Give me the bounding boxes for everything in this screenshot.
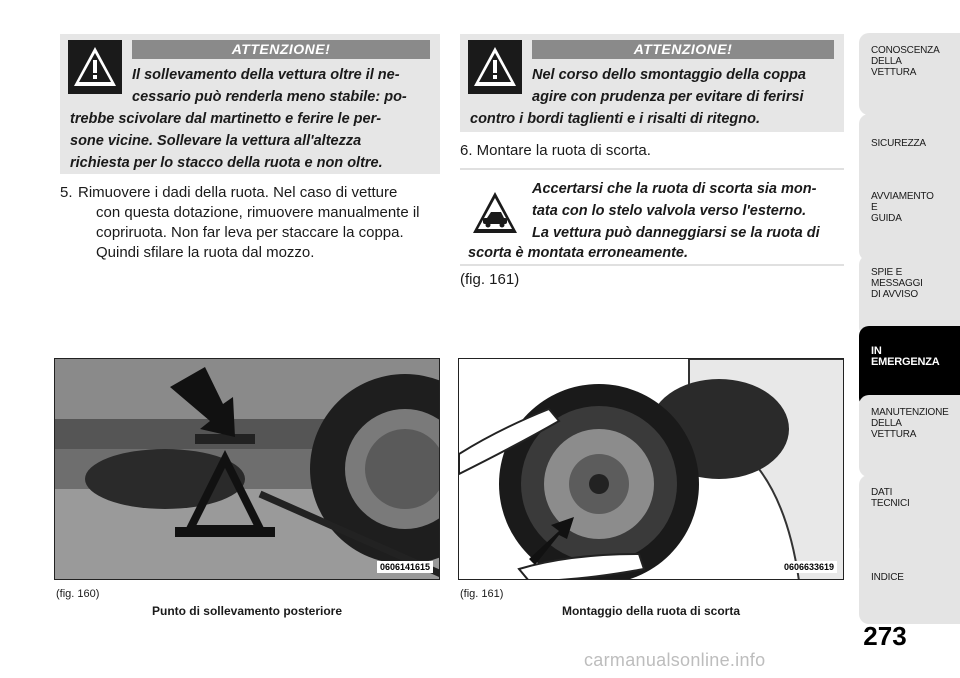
spare-wheel-mounting-illustration: [459, 359, 844, 580]
tab-label: INDICE: [871, 572, 904, 583]
warning-triangle-icon: [68, 40, 122, 94]
warning-text-full: contro i bordi taglienti e i risalti di ritegno.: [470, 111, 761, 127]
note-box-spare-wheel: [460, 168, 844, 266]
tab-label: SPIE E MESSAGGI DI AVVISO: [871, 267, 923, 300]
tab-label: IN EMERGENZA: [871, 345, 940, 368]
tab-label: DATI TECNICI: [871, 487, 910, 509]
figure-code: 0606633619: [781, 561, 837, 573]
tab-avviamento[interactable]: [859, 179, 960, 261]
jack-under-car-illustration: [55, 359, 440, 580]
step-6: 6. Montare la ruota di scorta.: [460, 142, 651, 159]
tab-manutenzione[interactable]: [859, 395, 960, 477]
tab-conoscenza[interactable]: [859, 33, 960, 115]
warning-box-lifting: [60, 34, 440, 174]
warning-box-hubcap: [460, 34, 844, 132]
page-number: 273: [863, 621, 907, 651]
warning-title: ATTENZIONE!: [132, 40, 430, 59]
tab-label: SICUREZZA: [871, 138, 926, 149]
tab-label: MANUTENZIONE DELLA VETTURA: [871, 407, 949, 440]
warning-text-full: trebbe scivolare dal martinetto e ferire le per- sone vicine. Sollevare la vettura all'altezza richiesta per lo stacco della ruota e non oltre.: [70, 111, 383, 171]
tab-label: CONOSCENZA DELLA VETTURA: [871, 45, 940, 78]
warning-text-indented: Il sollevamento della vettura oltre il ne- cessario può renderla meno stabile: po-: [132, 67, 407, 105]
note-text-full: scorta è montata erroneamente.: [468, 245, 688, 261]
figure-160-label: (fig. 160): [56, 588, 100, 600]
note-text-indented: Accertarsi che la ruota di scorta sia mon- tata con lo stelo valvola verso l'esterno. La vettura può danneggiarsi se la ruota di: [532, 181, 820, 241]
step-5: 5. Rimuovere i dadi della ruota. Nel caso di vetture con questa dotazione, rimuovere manualmente il copriruota. Non far leva per staccare la coppa. Quindi sfilare la ruota dal mozzo.: [60, 184, 420, 261]
warning-title: ATTENZIONE!: [532, 40, 834, 59]
figure-reference: (fig. 161): [460, 271, 520, 288]
warning-text-indented: Nel corso dello smontaggio della coppa agire con prudenza per evitare di ferirsi: [532, 67, 806, 105]
tab-spie[interactable]: [859, 255, 960, 337]
car-caution-icon: [468, 186, 522, 240]
figure-161-image: [458, 358, 844, 580]
figure-161-caption: Montaggio della ruota di scorta: [561, 604, 740, 618]
figure-160-caption: Punto di sollevamento posteriore: [151, 604, 343, 618]
tab-label: AVVIAMENTO E GUIDA: [871, 191, 934, 224]
figure-161-label: (fig. 161): [460, 588, 504, 600]
warning-triangle-icon: [468, 40, 522, 94]
watermark: carmanualsonline.info: [584, 650, 766, 670]
tab-indice[interactable]: [859, 542, 960, 624]
step-5-number: 5.: [60, 184, 73, 201]
figure-code: 0606141615: [377, 561, 433, 573]
figure-160-image: [54, 358, 440, 580]
